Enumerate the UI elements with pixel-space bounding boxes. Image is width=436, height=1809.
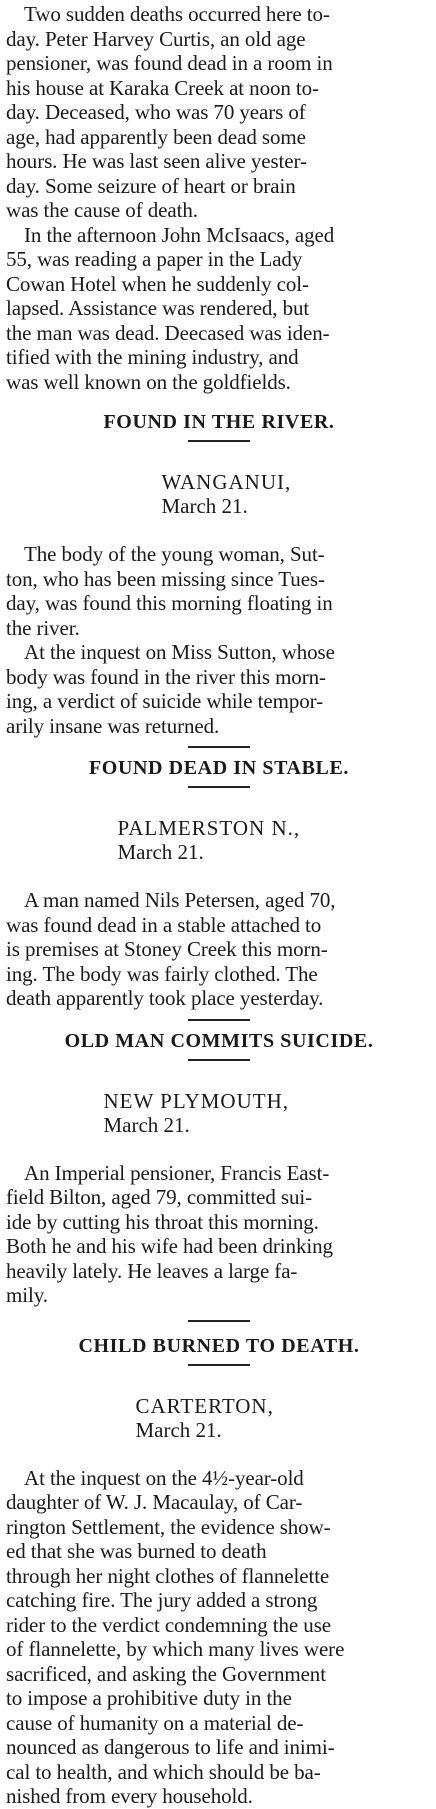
article-paragraph: An Imperial pensioner, Francis East- field Bilton, aged 79, committed sui- ide by cutting his throat this morning. Both he and his wife had been drinking heavily lately. He leaves a large fa- mily.	[6, 1160, 333, 1307]
divider-rule	[188, 1364, 250, 1366]
dateline	[6, 792, 432, 888]
divider-rule	[188, 440, 250, 442]
article-child-burned	[6, 1334, 432, 1809]
dateline-place: CARTERTON,	[135, 1393, 274, 1418]
article-paragraph: In the afternoon John McIsaacs, aged 55, was reading a paper in the Lady Cowan Hotel when he suddenly col- lapsed. Assistance was rendered, but the man was dead. Deecased was iden- tified with the mining industry, and was well known on the goldfields.	[6, 222, 335, 394]
dateline	[6, 446, 432, 542]
dateline-place: NEW PLYMOUTH,	[103, 1088, 290, 1113]
article-paragraph: At the inquest on the 4½-year-old daughter of W. J. Macaulay, of Car- rington Settlement, the evidence show- ed that she was burned to death through her night clothes of flannelette catching fire. The jury added a strong rider to the verdict condemning the use of flannelette, by which many lives were sacrificed, and asking the Government to impose a prohibitive duty in the cause of humanity on a material de- nounced as dangerous to life and inimi- cal to health, and which should be ba- nished from every household.	[6, 1465, 345, 1808]
dateline	[6, 1065, 432, 1161]
article-found-in-river	[6, 410, 432, 738]
dateline-date: March 21.	[117, 840, 204, 864]
section-divider-rule	[188, 1320, 250, 1322]
dateline-place: WANGANUI,	[161, 470, 292, 494]
article-headline: OLD MAN COMMITS SUICIDE.	[64, 1029, 374, 1052]
article-headline: FOUND DEAD IN STABLE.	[88, 757, 350, 779]
section-divider-rule	[188, 746, 250, 748]
dateline-place: PALMERSTON N.,	[117, 816, 301, 840]
article-found-dead-in-stable	[6, 756, 432, 1011]
newspaper-column	[6, 0, 432, 1809]
divider-rule	[188, 1059, 250, 1061]
dateline-date: March 21.	[161, 494, 248, 518]
article-headline: FOUND IN THE RIVER.	[103, 411, 335, 433]
article-paragraph: Two sudden deaths occurred here to- day. Peter Harvey Curtis, an old age pensioner, was found dead in a room in his house at Karaka Creek at noon to- day. Deceased, who was 70 years of age, had apparently been dead some hours. He was last seen alive yester- day. Some seizure of heart or brain was the cause of death.	[6, 2, 333, 222]
dateline-date: March 21.	[135, 1417, 222, 1442]
article-sudden-deaths	[6, 2, 432, 394]
section-divider-rule	[188, 1019, 250, 1021]
article-paragraph: The body of the young woman, Sut- ton, who has been missing since Tues- day, was found this morning floating in the river.	[6, 542, 333, 640]
article-paragraph: At the inquest on Miss Sutton, whose body was found in the river this morn- ing, a verdict of suicide while tempor- arily insane was returned.	[6, 640, 335, 738]
divider-rule	[188, 786, 250, 788]
dateline-date: March 21.	[103, 1112, 190, 1137]
article-headline: CHILD BURNED TO DEATH.	[78, 1334, 360, 1357]
article-old-man-suicide	[6, 1029, 432, 1308]
dateline	[6, 1370, 432, 1466]
article-paragraph: A man named Nils Petersen, aged 70, was found dead in a stable attached to is premises at Stoney Creek this morn- ing. The body was fairly clothed. The death apparently took place yesterday.	[6, 888, 336, 1010]
